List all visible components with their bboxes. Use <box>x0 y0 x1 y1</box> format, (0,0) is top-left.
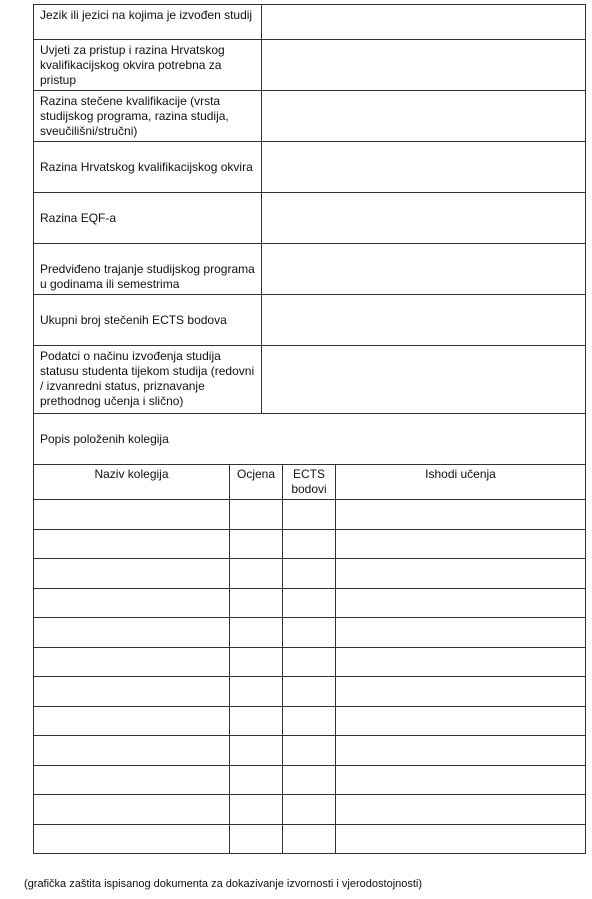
ects-cell <box>283 766 336 795</box>
course-name-cell <box>34 559 230 588</box>
learning-outcomes-cell <box>336 530 585 559</box>
grade-cell <box>230 530 283 559</box>
field-row-eqf-level <box>34 193 585 244</box>
column-header-grade: Ocjena <box>230 465 283 499</box>
field-row-duration <box>34 244 585 295</box>
course-name-cell <box>34 530 230 559</box>
courses-table-body <box>34 500 585 854</box>
course-name-cell <box>34 589 230 618</box>
column-header-learning-outcomes: Ishodi učenja <box>425 467 496 481</box>
grade-cell <box>230 648 283 677</box>
course-name-cell <box>34 736 230 765</box>
table-row <box>34 736 585 766</box>
field-label: Podatci o načinu izvođenja studija statusu studenta tijekom studija (redovni / izvanredni status, priznavanje prethodnog učenja i slično) <box>34 346 262 413</box>
field-label: Uvjeti za pristup i razina Hrvatskog kvalifikacijskog okvira potrebna za pristup <box>34 40 262 90</box>
field-value <box>262 244 585 294</box>
grade-cell <box>230 766 283 795</box>
ects-cell <box>283 825 336 854</box>
course-name-cell <box>34 825 230 854</box>
grade-cell <box>230 500 283 529</box>
ects-cell <box>283 648 336 677</box>
table-row <box>34 766 585 796</box>
ects-cell <box>283 795 336 824</box>
learning-outcomes-cell <box>336 500 585 529</box>
ects-cell <box>283 559 336 588</box>
table-row <box>34 707 585 737</box>
table-row <box>34 500 585 530</box>
column-header-course-name: Naziv kolegija <box>34 465 230 499</box>
field-value <box>262 295 585 345</box>
field-value <box>262 142 585 192</box>
field-label: Jezik ili jezici na kojima je izvođen studij <box>34 5 262 39</box>
grade-cell <box>230 559 283 588</box>
field-label: Predviđeno trajanje studijskog programa u godinama ili semestrima <box>34 244 262 294</box>
field-row-hko-level <box>34 142 585 193</box>
field-row-study-mode <box>34 346 585 414</box>
ects-cell <box>283 707 336 736</box>
field-value <box>262 91 585 141</box>
table-row <box>34 589 585 619</box>
field-value <box>262 5 585 39</box>
column-header-ects: ECTS bodovi <box>283 465 336 499</box>
course-name-cell <box>34 795 230 824</box>
field-label: Ukupni broj stečenih ECTS bodova <box>34 295 262 345</box>
grade-cell <box>230 825 283 854</box>
diploma-supplement-form <box>33 4 586 854</box>
field-label: Razina EQF-a <box>34 193 262 243</box>
field-row-qualification-level <box>34 91 585 142</box>
grade-cell <box>230 589 283 618</box>
course-name-cell <box>34 618 230 647</box>
grade-cell <box>230 795 283 824</box>
field-label: Razina Hrvatskog kvalifikacijskog okvira <box>34 142 262 192</box>
course-name-cell <box>34 766 230 795</box>
field-label: Razina stečene kvalifikacije (vrsta studijskog programa, razina studija, sveučilišni/stručni) <box>34 91 262 141</box>
learning-outcomes-cell <box>336 589 585 618</box>
course-name-cell <box>34 677 230 706</box>
learning-outcomes-cell <box>336 766 585 795</box>
learning-outcomes-cell <box>336 677 585 706</box>
course-name-cell <box>34 500 230 529</box>
table-row <box>34 618 585 648</box>
footer-note: (grafička zaštita ispisanog dokumenta za dokazivanje izvornosti i vjerodostojnosti) <box>24 878 423 890</box>
learning-outcomes-cell <box>336 736 585 765</box>
ects-cell <box>283 500 336 529</box>
field-value <box>262 40 585 90</box>
ects-cell <box>283 589 336 618</box>
courses-title-row <box>34 414 585 465</box>
learning-outcomes-cell <box>336 707 585 736</box>
ects-cell <box>283 618 336 647</box>
field-row-ects-total <box>34 295 585 346</box>
learning-outcomes-cell <box>336 559 585 588</box>
field-row-language <box>34 5 585 40</box>
learning-outcomes-cell <box>336 618 585 647</box>
table-row <box>34 648 585 678</box>
grade-cell <box>230 677 283 706</box>
table-row <box>34 825 585 855</box>
ects-cell <box>283 530 336 559</box>
table-row <box>34 677 585 707</box>
table-row <box>34 795 585 825</box>
table-row <box>34 530 585 560</box>
courses-title: Popis položenih kolegija <box>40 432 169 446</box>
course-name-cell <box>34 648 230 677</box>
grade-cell <box>230 618 283 647</box>
table-row <box>34 559 585 589</box>
grade-cell <box>230 707 283 736</box>
learning-outcomes-cell <box>336 648 585 677</box>
learning-outcomes-cell <box>336 825 585 854</box>
field-value <box>262 193 585 243</box>
course-name-cell <box>34 707 230 736</box>
field-row-access-conditions <box>34 40 585 91</box>
ects-cell <box>283 677 336 706</box>
grade-cell <box>230 736 283 765</box>
ects-cell <box>283 736 336 765</box>
field-value <box>262 346 585 413</box>
courses-table-header <box>34 465 585 500</box>
learning-outcomes-cell <box>336 795 585 824</box>
